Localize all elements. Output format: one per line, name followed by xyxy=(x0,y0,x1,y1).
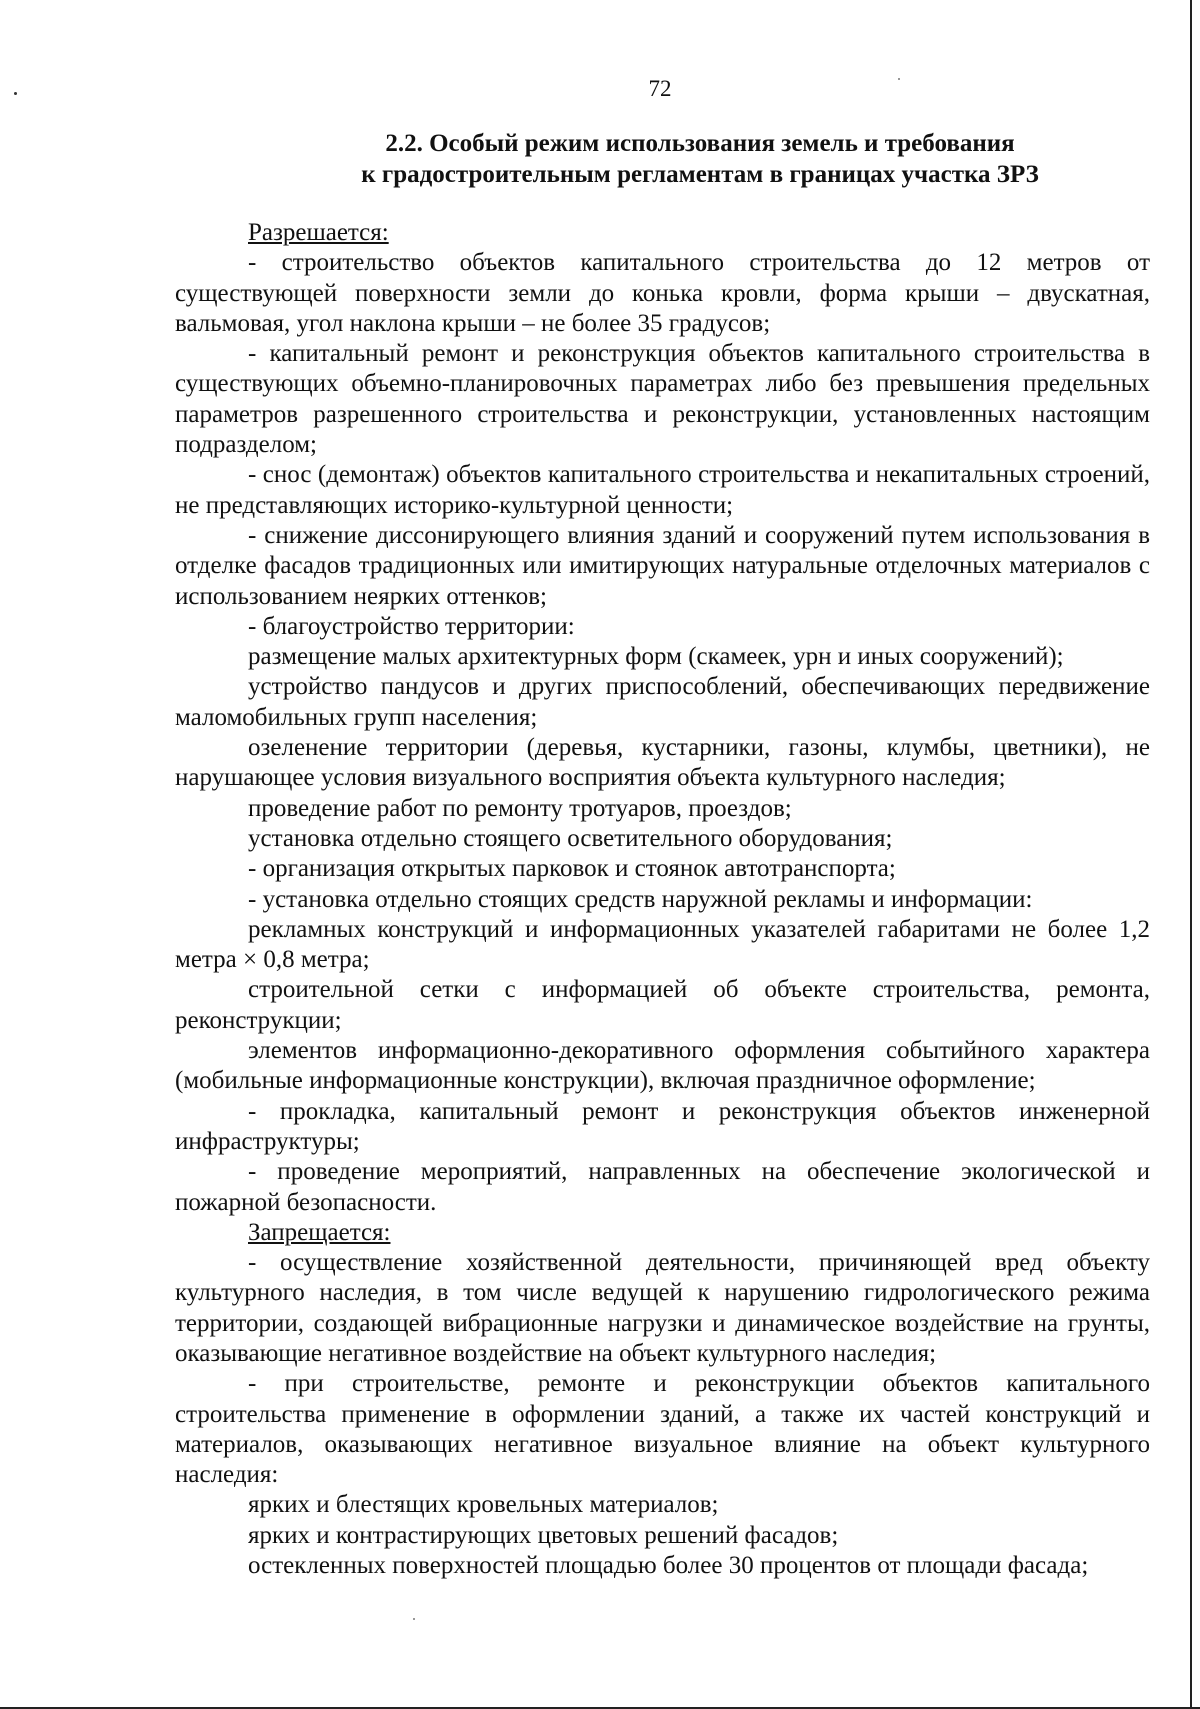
allowed-item: строительной сетки с информацией об объекте строительства, ремонта, реконструкции; xyxy=(175,976,1150,1034)
document-body xyxy=(175,218,1150,1581)
allowed-item: - установка отдельно стоящих средств наружной рекламы и информации: xyxy=(248,885,1033,913)
allowed-item: - строительство объектов капитального строительства до 12 метров от существующей поверхности земли до конька кровли, форма крыши – двускатная, вальмовая, угол наклона крыши – не более 35 градусов; xyxy=(175,249,1150,337)
allowed-item: рекламных конструкций и информационных указателей габаритами не более 1,2 метра × 0,8 метра; xyxy=(175,915,1150,974)
heading-line-1: 2.2. Особый режим использования земель и требования xyxy=(385,130,1015,157)
prohibited-title: Запрещается: xyxy=(248,1218,391,1246)
prohibited-item: ярких и блестящих кровельных материалов; xyxy=(248,1491,719,1519)
allowed-item: - благоустройство территории: xyxy=(248,612,575,640)
allowed-item: размещение малых архитектурных форм (скамеек, урн и иных сооружений); xyxy=(248,643,1064,671)
allowed-item: установка отдельно стоящего осветительного оборудования; xyxy=(248,824,893,852)
allowed-item: - проведение мероприятий, направленных на обеспечение экологической и пожарной безопасности. xyxy=(175,1158,1150,1216)
allowed-item: устройство пандусов и других приспособлений, обеспечивающих передвижение маломобильных групп населения; xyxy=(175,673,1150,731)
prohibited-item: - осуществление хозяйственной деятельности, причиняющей вред объекту культурного наследия, в том числе ведущей к нарушению гидрологического режима территории, создающей вибрационные нагрузки и динамическое воздействие на грунты, оказывающие негативное воздействие на объект культурного наследия; xyxy=(175,1249,1150,1367)
allowed-item: - снос (демонтаж) объектов капитального строительства и некапитальных строений, не представляющих историко-культурной ценности; xyxy=(175,461,1150,519)
allowed-item: - организация открытых парковок и стоянок автотранспорта; xyxy=(248,855,896,883)
allowed-item: - прокладка, капитальный ремонт и реконструкция объектов инженерной инфраструктуры; xyxy=(175,1097,1150,1155)
scan-speck xyxy=(413,1618,415,1620)
section-heading xyxy=(175,128,1200,190)
heading-line-2: к градостроительным регламентам в границах участка ЗРЗ xyxy=(361,161,1039,188)
allowed-item: элементов информационно-декоративного оформления событийного характера (мобильные информационные конструкции), включая праздничное оформление; xyxy=(175,1037,1150,1095)
allowed-item: - снижение диссонирующего влияния зданий и сооружений путем использования в отделке фасадов традиционных или имитирующих натуральные отделочных материалов с использованием неярких оттенков; xyxy=(175,521,1150,610)
allowed-item: озеленение территории (деревья, кустарники, газоны, клумбы, цветники), не нарушающее условия визуального восприятия объекта культурного наследия; xyxy=(175,734,1150,792)
prohibited-item: ярких и контрастирующих цветовых решений фасадов; xyxy=(248,1521,839,1549)
prohibited-item: остекленных поверхностей площадью более 30 процентов от площади фасада; xyxy=(248,1552,1089,1580)
prohibited-item: - при строительстве, ремонте и реконструкции объектов капитального строительства применение в оформлении зданий, а также их частей конструкций и материалов, оказывающих негативное визуальное влияние на объект культурного наследия: xyxy=(175,1370,1150,1489)
allowed-item: проведение работ по ремонту тротуаров, проездов; xyxy=(248,794,792,822)
scan-edge-right xyxy=(1190,0,1192,1709)
page-number: 72 xyxy=(648,76,672,101)
allowed-title: Разрешается: xyxy=(248,219,389,246)
allowed-item: - капитальный ремонт и реконструкция объектов капитального строительства в существующих объемно-планировочных параметрах либо без превышения предельных параметров разрешенного строительства и реконструкции, установленных настоящим подразделом; xyxy=(175,340,1150,459)
